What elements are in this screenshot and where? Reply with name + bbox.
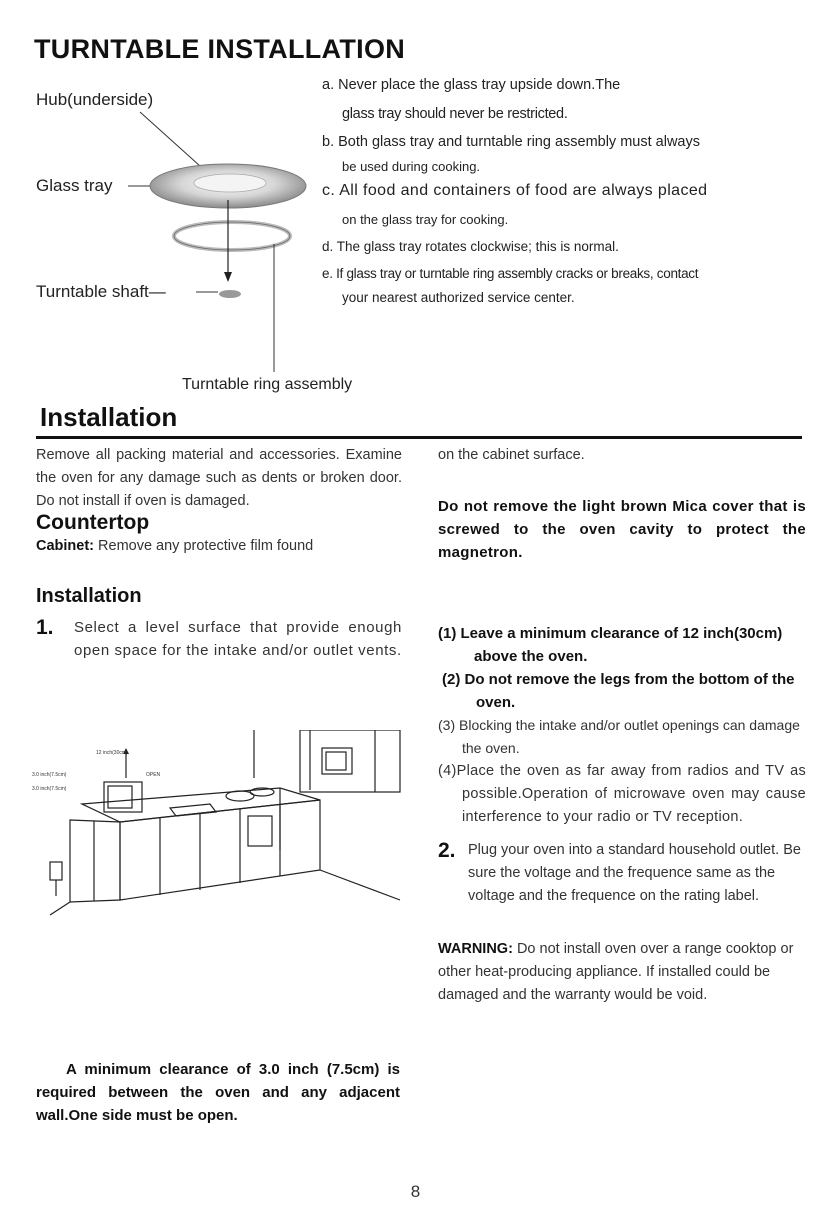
intro-text: Remove all packing material and accessories. Examine the oven for any damage such as dents or broken door. Do not install if oven is damaged. [36,447,402,509]
note-line: be used during cooking. [342,158,481,174]
mica-warning: Do not remove the light brown Mica cover that is screwed to the oven cavity to protect the magnetron. [438,498,806,561]
clearance-side1-label: 3.0 inch(7.5cm) [32,772,67,778]
note-line: e. If glass tray or turntable ring assembly cracks or breaks, contact [322,266,699,281]
left-column [36,444,402,662]
note-line: on the glass tray for cooking. [342,211,509,227]
requirement-4: (4)Place the oven as far away from radios and TV as possible.Operation of microwave oven may cause interference to your radio or TV reception. [438,763,806,825]
clearance-top-label: 12 inch(30cm) [96,750,128,756]
kitchen-clearance-diagram [30,730,410,930]
step-1 [36,616,402,662]
clearance-side2-label: 3.0 inch(7.5cm) [32,786,67,792]
page-number: 8 [410,1182,421,1201]
step-1-number: 1. [36,616,54,639]
warning-body: Do not install oven over a range cooktop or other heat-producing appliance. If installed could be damaged and the warranty would be void. [438,941,794,1003]
installation-title: Installation [40,402,178,432]
glass-tray-label: Glass tray [36,176,113,195]
warning-label: WARNING: [438,941,513,957]
note-line: d. The glass tray rotates clockwise; this is normal. [322,238,619,254]
requirements-list [438,622,806,829]
right-column [438,444,806,1007]
note-line: a. Never place the glass tray upside down.The [322,77,621,93]
installation-subtitle: Installation [36,585,142,607]
countertop-title: Countertop [36,511,150,534]
requirement-3: (3) Blocking the intake and/or outlet openings can damage the oven. [438,717,800,756]
step-2-text: Plug your oven into a standard household outlet. Be sure the voltage and the frequence same as the voltage and the frequence on the rating label. [468,842,801,904]
turntable-notes [322,78,804,304]
requirement-1: (1) Leave a minimum clearance of 12 inch(30cm) above the oven. [438,625,783,665]
cabinet-text [36,535,402,558]
section-divider [36,436,802,439]
cabinet-label: Cabinet: [36,538,94,554]
note-line: c. All food and containers of food are always placed [322,181,708,199]
note-line: b. Both glass tray and turntable ring assembly must always [322,134,700,150]
clearance-note: A minimum clearance of 3.0 inch (7.5cm) is required between the oven and any adjacent wall.One side must be open. [36,1061,400,1124]
page-title: TURNTABLE INSTALLATION [34,34,406,64]
open-label: OPEN [146,772,161,778]
hub-label: Hub(underside) [36,90,154,109]
requirement-2: (2) Do not remove the legs from the bottom of the oven. [442,671,795,711]
warning-text [438,938,806,1007]
step-2 [438,839,806,908]
step-2-number: 2. [438,839,456,862]
note-line: glass tray should never be restricted. [342,105,568,122]
ring-label: Turntable ring assembly [182,376,353,393]
step-1-text: Select a level surface that provide enough open space for the intake and/or outlet vents. [74,619,402,659]
cabinet-body: Remove any protective film found [94,538,314,554]
cabinet-continued: on the cabinet surface. [438,447,585,463]
shaft-label: Turntable shaft— [36,282,166,301]
note-line: your nearest authorized service center. [342,289,575,305]
